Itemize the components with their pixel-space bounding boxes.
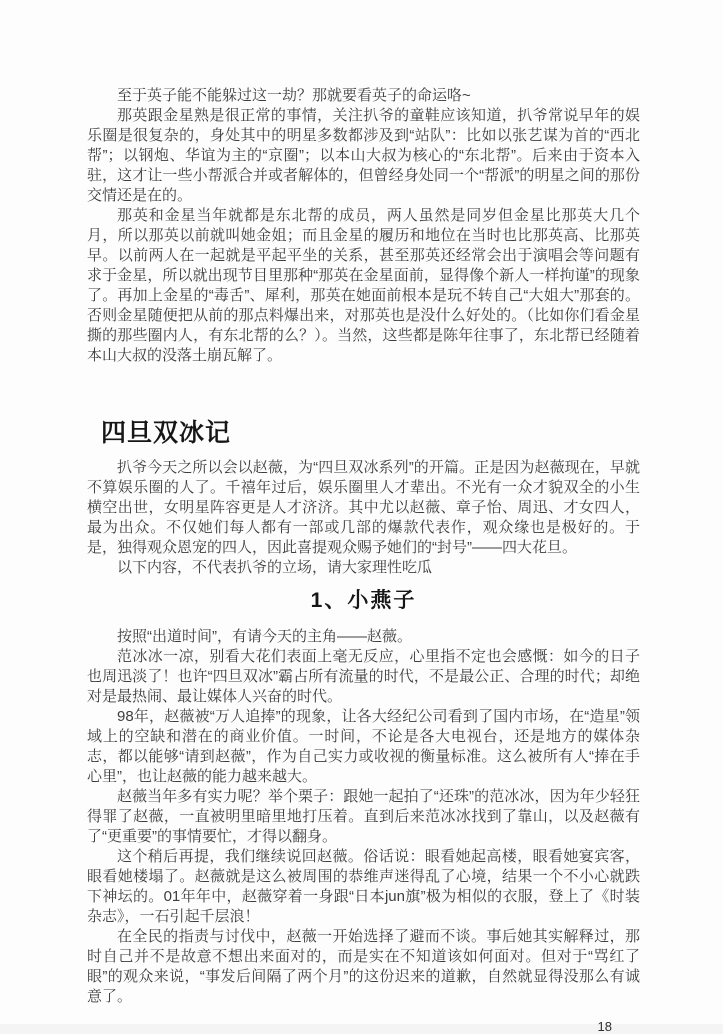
- intro-paragraph: 那英和金星当年就都是东北帮的成员，两人虽然是同岁但金星比那英大几个月，所以那英以前就叫她金姐；而且金星的履历和地位在当时也比那英高、比那英早。以前两人在一起就是平起平坐的关系，甚至那英还经常会出于演唱会等问题有求于金星，所以就出现节目里那种“那英在金星面前，显得像个新人一样拘谨”的现象了。再加上金星的“毒舌”、犀利，那英在她面前根本是玩不转自己“大姐大”那套的。否则金星随便把从前的那点料爆出来，对那英也是没什么好处的。（比如你们看金星撕的那些圈内人，有东北帮的么？）。当然，这些都是陈年往事了，东北帮已经随着本山大叔的没落土崩瓦解了。: [87, 207, 640, 364]
- body-paragraph: 赵薇当年多有实力呢？举个栗子：跟她一起拍了“还珠”的范冰冰，因为年少轻狂得罪了赵薇，一直被明里暗里地打压着。直到后来范冰冰找到了靠山，以及赵薇有了“更重要”的事情要忙，才得以翻身。: [87, 788, 640, 845]
- intro-paragraph: 那英跟金星熟是很正常的事情，关注扒爷的童鞋应该知道，扒爷常说早年的娱乐圈是很复杂的，身处其中的明星多数都涉及到“站队”：比如以张艺谋为首的“西北帮”；以钢炮、华谊为主的“京圈”；以本山大叔为核心的“东北帮”。后来由于资本入驻，这才让一些小帮派合并或者解体的，但曾经身处同一个“帮派”的明星之间的那份交情还是在的。: [87, 107, 640, 204]
- chapter-title: 四旦双冰记: [101, 419, 232, 447]
- body-paragraph: 98年，赵薇被“万人追捧”的现象，让各大经纪公司看到了国内市场，在“造星”领域上的空缺和潜在的商业价值。一时间，不论是各大电视台，还是地方的媒体杂志，都以能够“请到赵薇”，作为自己实力或收视的衡量标准。这么被所有人“捧在手心里”，也让赵薇的能力越来越大。: [87, 708, 640, 785]
- chapter-paragraph: 扒爷今天之所以会以赵薇，为“四旦双冰系列”的开篇。正是因为赵薇现在，早就不算娱乐圈的人了。千禧年过后，娱乐圈里人才辈出。不光有一众才貌双全的小生横空出世，女明星阵容更是人才济济。其中尤以赵薇、章子怡、周迅、才女四人，最为出众。不仅她们每人都有一部或几部的爆款代表作，观众缘也是极好的。于是，独得观众恩宠的四人，因此喜提观众赐予她们的“封号”——四大花旦。: [87, 459, 640, 556]
- chapter-disclaimer: 以下内容，不代表扒爷的立场，请大家理性吃瓜: [117, 559, 433, 576]
- section-heading: 1、小燕子: [310, 589, 417, 612]
- body-paragraph: 在全民的指责与讨伐中，赵薇一开始选择了避而不谈。事后她其实解释过，那时自己并不是故意不想出来面对的，而是实在不知道该如何面对。但对于“骂红了眼”的观众来说，“事发后间隔了两个月”的这份迟来的道歉，自然就显得没那么有诚意了。: [87, 928, 640, 1005]
- document-content: [87, 86, 640, 1034]
- page-number: 18: [597, 1019, 612, 1034]
- body-paragraph: 范冰冰一凉，别看大花们表面上毫无反应，心里指不定也会感慨：如今的日子也周迅淡了！也许“四旦双冰”霸占所有流量的时代，不是最公正、合理的时代；却绝对是最热闹、最让媒体人兴奋的时代。: [87, 648, 640, 705]
- intro-paragraph: 至于英子能不能躲过这一劫？那就要看英子的命运咯~: [117, 87, 471, 104]
- body-paragraph: 按照“出道时间”，有请今天的主角——赵薇。: [117, 628, 412, 645]
- body-paragraph: 这个稍后再提，我们继续说回赵薇。俗话说：眼看她起高楼，眼看她宴宾客，眼看她楼塌了。赵薇就是这么被周围的恭维声迷得乱了心境，结果一个不小心就跌下神坛的。01年年中，赵薇穿着一身跟“日本jun旗”极为相似的衣服，登上了《时装杂志》，一石引起千层浪！: [87, 848, 640, 925]
